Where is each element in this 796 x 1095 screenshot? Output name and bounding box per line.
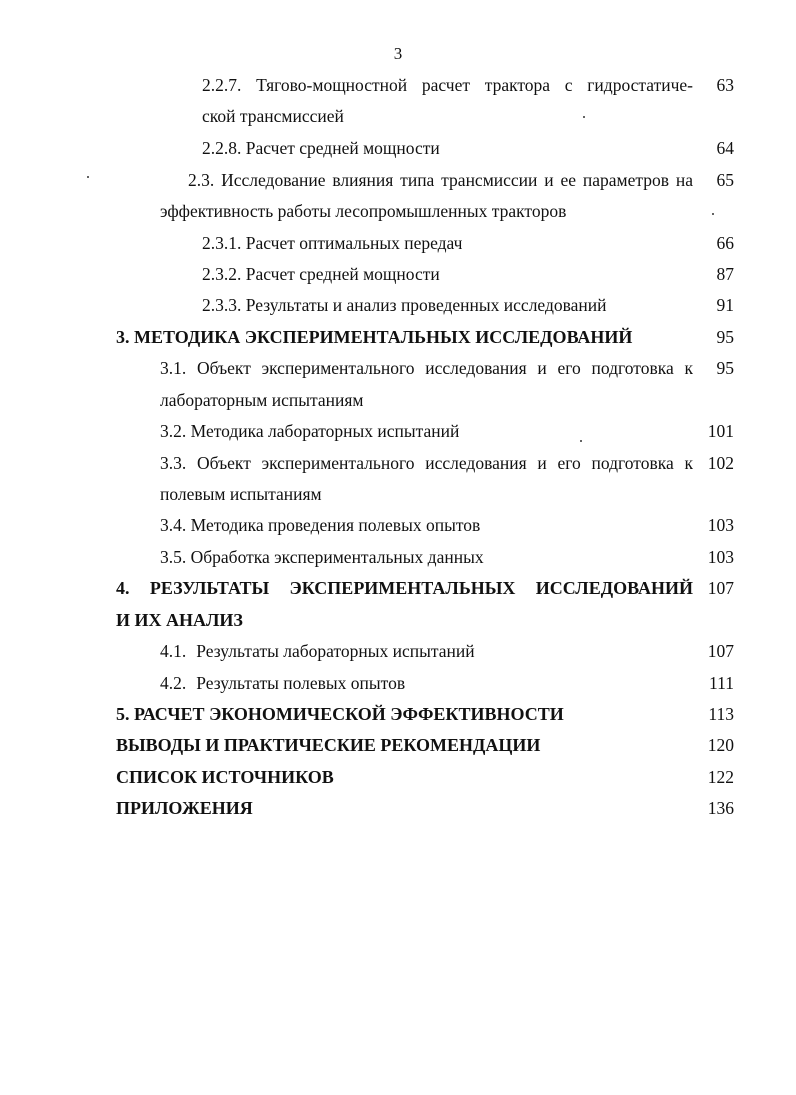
toc-conclusions-page: 120 bbox=[707, 735, 734, 755]
toc-appendices-page: 136 bbox=[707, 798, 734, 818]
toc-entry-4-2 bbox=[160, 668, 405, 699]
toc-entry-2-3-line-1: 2.3. Исследование влияния типа трансмиссии и ее параметров на bbox=[188, 170, 693, 190]
toc-entry-4-1-number: 4.1. bbox=[160, 641, 187, 661]
toc-references-page: 122 bbox=[707, 767, 734, 787]
scan-speck bbox=[580, 440, 582, 442]
toc-chapter-3-page: 95 bbox=[716, 327, 734, 347]
toc-entry-3-3-line-2: полевым испытаниям bbox=[160, 484, 322, 504]
toc-entry-2-3-2: 2.3.2. Расчет средней мощности bbox=[202, 264, 440, 284]
scan-speck bbox=[583, 116, 585, 118]
toc-entry-3-3-line-1: 3.3. Объект экспериментального исследования и его подготовка к bbox=[160, 453, 693, 473]
toc-entry-2-2-7-page: 63 bbox=[716, 75, 734, 95]
toc-conclusions: ВЫВОДЫ И ПРАКТИЧЕСКИЕ РЕКОМЕНДАЦИИ bbox=[116, 735, 541, 755]
toc-references: СПИСОК ИСТОЧНИКОВ bbox=[116, 767, 334, 787]
toc-chapter-4-line-2: И ИХ АНАЛИЗ bbox=[116, 610, 243, 630]
toc-entry-2-2-7-line-1: 2.2.7. Тягово-мощностной расчет трактора с гидростатиче- bbox=[202, 75, 693, 95]
toc-entry-3-5: 3.5. Обработка экспериментальных данных bbox=[160, 547, 484, 567]
toc-chapter-5: 5. РАСЧЕТ ЭКОНОМИЧЕСКОЙ ЭФФЕКТИВНОСТИ bbox=[116, 704, 564, 724]
toc-entry-2-2-8: 2.2.8. Расчет средней мощности bbox=[202, 138, 440, 158]
toc-entry-3-2: 3.2. Методика лабораторных испытаний bbox=[160, 421, 460, 441]
toc-chapter-4-page: 107 bbox=[707, 578, 734, 598]
toc-entry-2-2-8-page: 64 bbox=[716, 138, 734, 158]
toc-chapter-4-line-1: 4. РЕЗУЛЬТАТЫ ЭКСПЕРИМЕНТАЛЬНЫХ ИССЛЕДОВАНИЙ bbox=[116, 578, 693, 598]
toc-entry-3-1-page: 95 bbox=[716, 358, 734, 378]
toc-entry-3-2-page: 101 bbox=[707, 421, 734, 441]
toc-entry-4-1-title: Результаты лабораторных испытаний bbox=[196, 641, 475, 661]
toc-entry-4-2-title: Результаты полевых опытов bbox=[196, 673, 406, 693]
toc-entry-4-2-number: 4.2. bbox=[160, 673, 187, 693]
toc-appendices: ПРИЛОЖЕНИЯ bbox=[116, 798, 253, 818]
toc-entry-2-2-7-line-2: ской трансмиссией bbox=[202, 106, 344, 126]
toc-chapter-5-page: 113 bbox=[708, 704, 734, 724]
toc-entry-3-3-page: 102 bbox=[707, 453, 734, 473]
toc-entry-3-1-line-2: лабораторным испытаниям bbox=[160, 390, 364, 410]
scan-speck bbox=[87, 176, 89, 178]
toc-entry-2-3-page: 65 bbox=[716, 170, 734, 190]
toc-entry-3-4: 3.4. Методика проведения полевых опытов bbox=[160, 515, 481, 535]
toc-entry-2-3-line-2: эффективность работы лесопромышленных тракторов bbox=[160, 201, 567, 221]
toc-entry-2-3-1: 2.3.1. Расчет оптимальных передач bbox=[202, 233, 463, 253]
toc-entry-4-1 bbox=[160, 636, 475, 667]
toc-entry-2-3-3: 2.3.3. Результаты и анализ проведенных исследований bbox=[202, 295, 607, 315]
toc-entry-2-3-3-page: 91 bbox=[716, 295, 734, 315]
toc-entry-2-3-1-page: 66 bbox=[716, 233, 734, 253]
toc-chapter-3: 3. МЕТОДИКА ЭКСПЕРИМЕНТАЛЬНЫХ ИССЛЕДОВАНИЙ bbox=[116, 327, 633, 347]
toc-entry-4-1-page: 107 bbox=[707, 641, 734, 661]
scan-speck bbox=[712, 213, 714, 215]
toc-entry-3-1-line-1: 3.1. Объект экспериментального исследования и его подготовка к bbox=[160, 358, 693, 378]
toc-entry-3-5-page: 103 bbox=[707, 547, 734, 567]
toc-entry-4-2-page: 111 bbox=[709, 673, 734, 693]
toc-entry-2-3-2-page: 87 bbox=[716, 264, 734, 284]
page-number: 3 bbox=[393, 44, 403, 63]
toc-entry-3-4-page: 103 bbox=[707, 515, 734, 535]
